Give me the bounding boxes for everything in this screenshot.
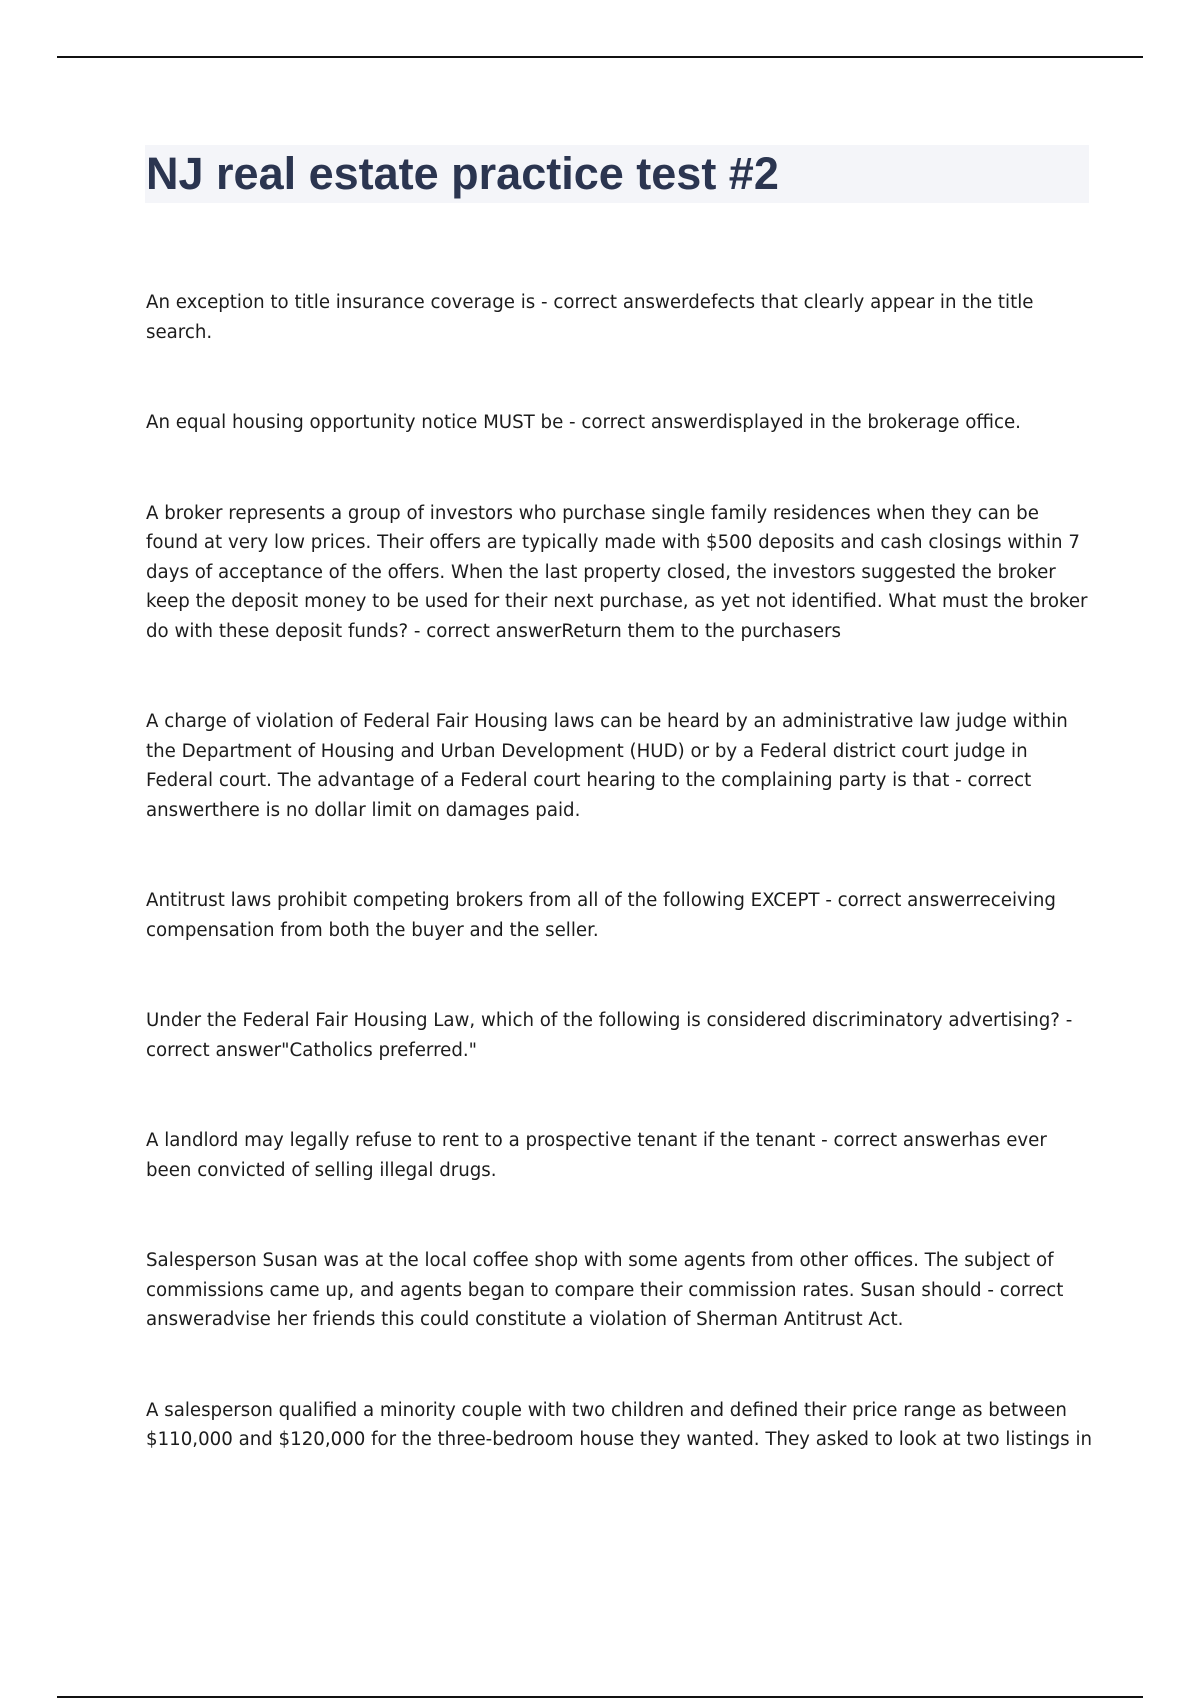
- qa-item-4: A charge of violation of Federal Fair Housing laws can be heard by an administrative law judge within the Department of Housing and Urban Development (HUD) or by a Federal district court judge in Federal court. The advantage of a Federal court hearing to the complaining party is that - correct answerthere is no dollar limit on damages paid.: [146, 711, 1068, 821]
- qa-item-2: An equal housing opportunity notice MUST be - correct answerdisplayed in the brokerage office.: [146, 412, 1021, 433]
- page-title: NJ real estate practice test #2: [146, 148, 779, 199]
- qa-item-9: A salesperson qualified a minority couple with two children and defined their price range as between $110,000 and $120,000 for the three-bedroom house they wanted. They asked to look at two listings in: [146, 1399, 1093, 1450]
- qa-list: [146, 288, 1096, 1516]
- qa-item-1: An exception to title insurance coverage is - correct answerdefects that clearly appear in the title search.: [146, 292, 1034, 343]
- top-rule: [57, 56, 1143, 58]
- qa-item-5: Antitrust laws prohibit competing brokers from all of the following EXCEPT - correct answerreceiving compensation from both the buyer and the seller.: [146, 890, 1056, 941]
- qa-item-6: Under the Federal Fair Housing Law, which of the following is considered discriminatory advertising? - correct answer"Catholics preferred.": [146, 1010, 1073, 1061]
- qa-item-3: A broker represents a group of investors who purchase single family residences when they can be found at very low prices. Their offers are typically made with $500 deposits and cash closings within 7 days of acceptance of the offers. When the last property closed, the investors suggested the broker keep the deposit money to be used for their next purchase, as yet not identified. What must the broker do with these deposit funds? - correct answerReturn them to the purchasers: [146, 502, 1088, 642]
- qa-item-7: A landlord may legally refuse to rent to a prospective tenant if the tenant - correct answerhas ever been convicted of selling illegal drugs.: [146, 1130, 1047, 1181]
- bottom-rule: [57, 1696, 1143, 1698]
- qa-item-8: Salesperson Susan was at the local coffee shop with some agents from other offices. The subject of commissions came up, and agents began to compare their commission rates. Susan should - correct answeradvise her friends this could constitute a violation of Sherman Antitrust Act.: [146, 1250, 1064, 1330]
